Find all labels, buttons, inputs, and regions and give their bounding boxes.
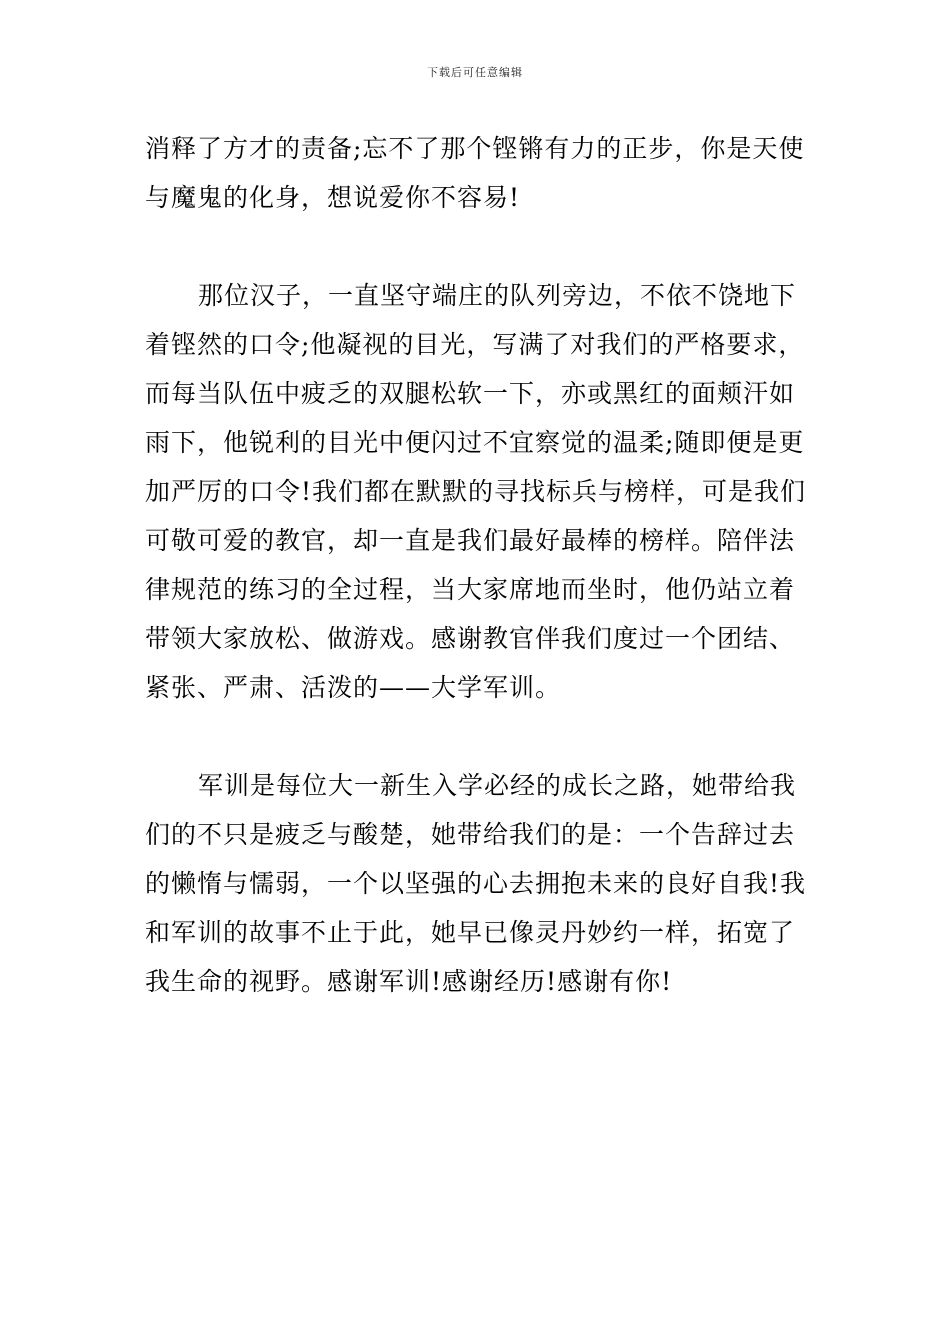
text-line: 军训是每位大一新生入学必经的成长之路，她带给我 bbox=[198, 771, 797, 800]
text-line: 和军训的故事不止于此，她早已像灵丹妙约一样，拓宽了 bbox=[145, 918, 796, 947]
text-line: 律规范的练习的全过程，当大家席地而坐时，他仍站立着 bbox=[145, 575, 796, 604]
text-line: 而每当队伍中疲乏的双腿松软一下，亦或黑红的面颊汗如 bbox=[145, 379, 796, 408]
text-line: 紧张、严肃、活泼的——大学军训。 bbox=[145, 673, 562, 702]
text-line: 可敬可爱的教官，却一直是我们最好最棒的榜样。陪伴法 bbox=[145, 526, 796, 555]
paragraph-1 bbox=[145, 124, 807, 222]
header-note: 下载后可任意编辑 bbox=[427, 66, 523, 79]
paragraph-3 bbox=[145, 761, 807, 1006]
paragraph-gap bbox=[145, 222, 807, 271]
text-line: 的懒惰与懦弱，一个以坚强的心去拥抱未来的良好自我!我 bbox=[145, 869, 807, 898]
text-line: 那位汉子，一直坚守端庄的队列旁边，不依不饶地下 bbox=[198, 281, 797, 310]
text-line: 带领大家放松、做游戏。感谢教官伴我们度过一个团结、 bbox=[145, 624, 796, 653]
text-line: 消释了方才的责备;忘不了那个铿锵有力的正步，你是天使 bbox=[145, 134, 805, 163]
paragraph-gap bbox=[145, 712, 807, 761]
text-line: 我生命的视野。感谢军训!感谢经历!感谢有你! bbox=[145, 967, 673, 996]
paragraph-2 bbox=[145, 271, 807, 712]
text-line: 与魔鬼的化身，想说爱你不容易! bbox=[145, 183, 521, 212]
text-line: 着铿然的口令;他凝视的目光，写满了对我们的严格要求， bbox=[145, 330, 805, 359]
text-line: 加严厉的口令!我们都在默默的寻找标兵与榜样，可是我们 bbox=[145, 477, 807, 506]
text-line: 雨下，他锐利的目光中便闪过不宜察觉的温柔;随即便是更 bbox=[145, 428, 805, 457]
document-body bbox=[145, 124, 807, 1006]
text-line: 们的不只是疲乏与酸楚，她带给我们的是：一个告辞过去 bbox=[145, 820, 796, 849]
